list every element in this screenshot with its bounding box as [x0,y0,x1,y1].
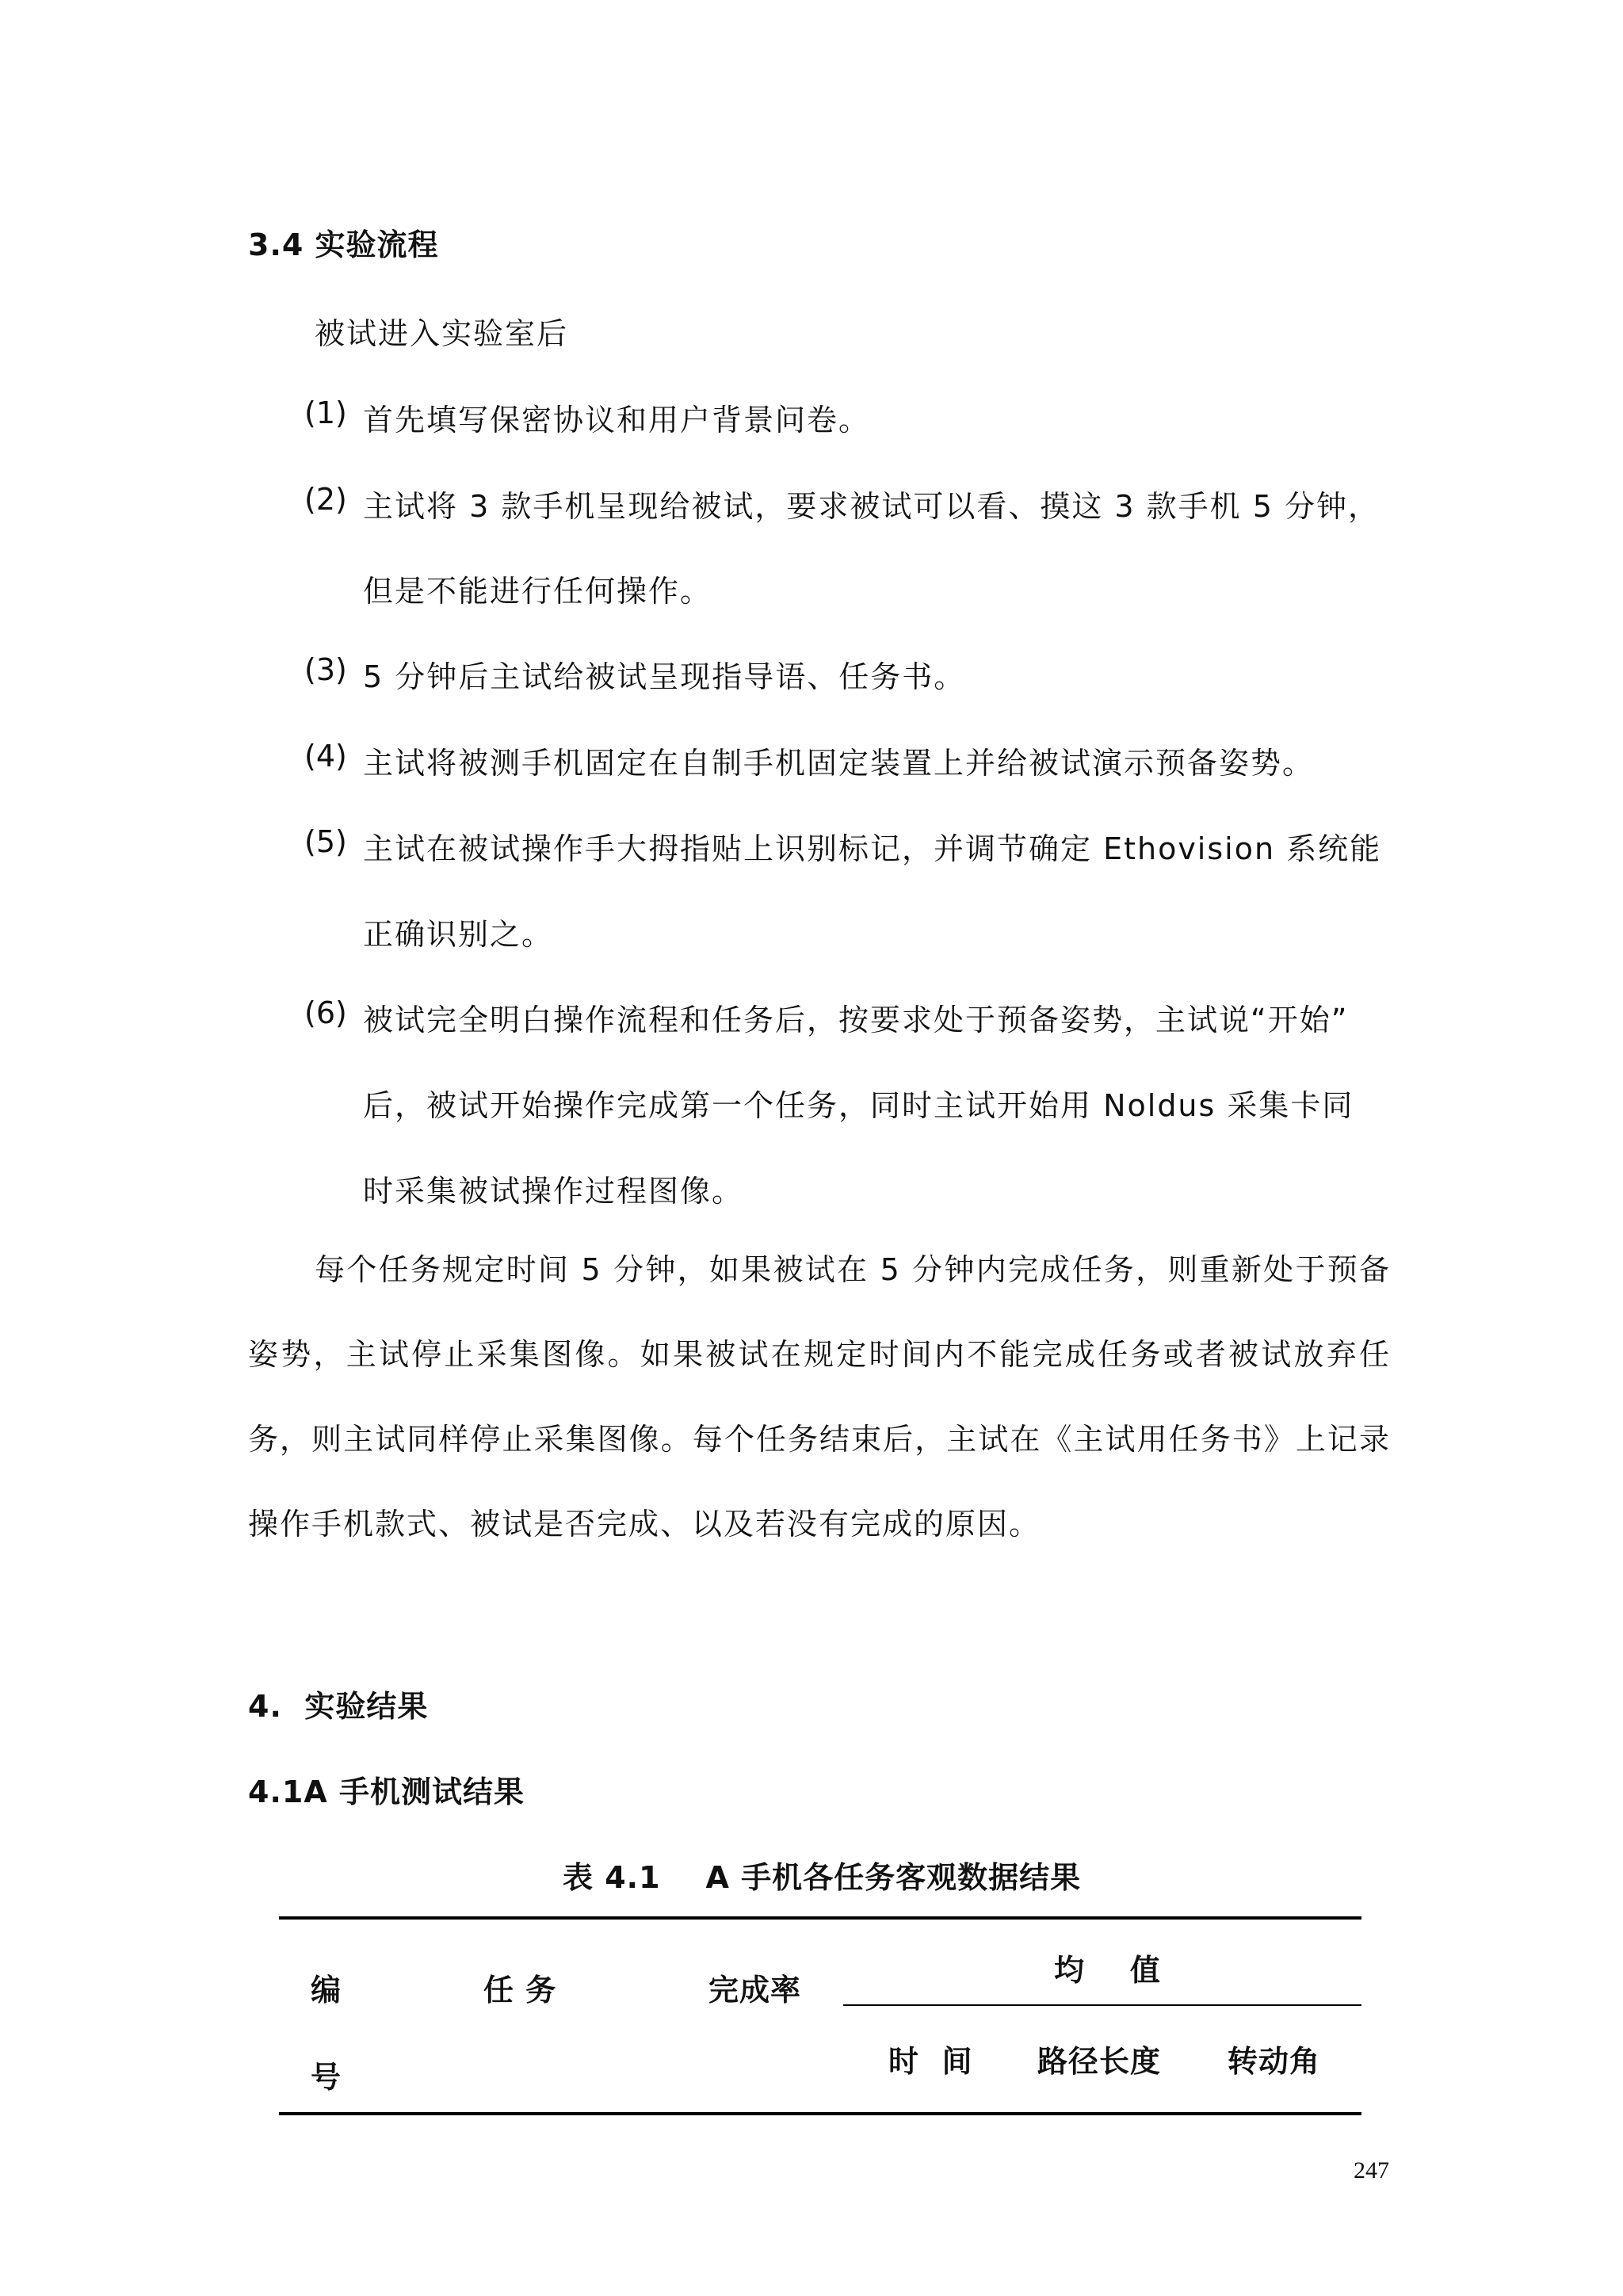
header-number-top: 编 [311,1973,342,2008]
header-time: 时 间 [888,2044,973,2079]
step-2-line-2: 但是不能进行任何操作。 [363,574,712,609]
table-top-rule [279,1916,1361,1920]
header-task: 任 务 [483,1973,557,2008]
step-4-number: (4) [304,739,347,774]
header-mean: 均 值 [1054,1953,1161,1988]
step-4-line-1: 主试将被测手机固定在自制手机固定装置上并给被试演示预备姿势。 [363,746,1315,781]
step-3-line-1: 5 分钟后主试给被试呈现指导语、任务书。 [363,659,966,694]
step-3-number: (3) [304,652,347,687]
step-2-number: (2) [304,482,347,517]
step-5-line-1: 主试在被试操作手大拇指贴上识别标记，并调节确定 Ethovision 系统能 [363,831,1382,866]
header-path-length: 路径长度 [1037,2044,1162,2079]
section-4-heading: 4. 实验结果 [248,1689,429,1724]
table-mean-subrule [843,2004,1361,2006]
step-1-number: (1) [304,395,347,430]
step-1-line-1: 首先填写保密协议和用户背景问卷。 [363,403,871,437]
step-6-number: (6) [304,995,347,1030]
step-2-line-1: 主试将 3 款手机呈现给被试，要求被试可以看、摸这 3 款手机 5 分钟， [363,489,1381,524]
section-4-1-heading: 4.1A 手机测试结果 [248,1775,525,1809]
table-caption: 表 4.1 A 手机各任务客观数据结果 [563,1860,1082,1895]
page-number: 247 [1354,2157,1389,2183]
header-number-bottom: 号 [311,2060,342,2095]
procedure-paragraph: 每个任务规定时间 5 分钟，如果被试在 5 分钟内完成任务，则重新处于预备姿势，主试停止采集图像。如果被试在规定时间内不能完成任务或者被试放弃任务，则主试同样停止采集图像。每个任务结束后，主试在《主试用任务书》上记录操作手机款式、被试是否完成、以及若没有完成的原因。 [248,1252,1391,1541]
step-6-line-2: 后，被试开始操作完成第一个任务，同时主试开始用 Noldus 采集卡同 [363,1088,1354,1123]
step-6-line-1: 被试完全明白操作流程和任务后，按要求处于预备姿势，主试说“开始” [363,1003,1349,1037]
section-3-4-heading: 3.4 实验流程 [248,227,439,262]
intro-text: 被试进入实验室后 [315,316,569,351]
step-5-number: (5) [304,824,347,859]
header-rotation-angle: 转动角 [1228,2044,1321,2079]
step-5-line-2: 正确识别之。 [363,917,554,952]
step-6-line-3: 时采集被试操作过程图像。 [363,1174,744,1209]
header-completion-rate: 完成率 [708,1973,802,2008]
table-bottom-rule [279,2112,1361,2115]
